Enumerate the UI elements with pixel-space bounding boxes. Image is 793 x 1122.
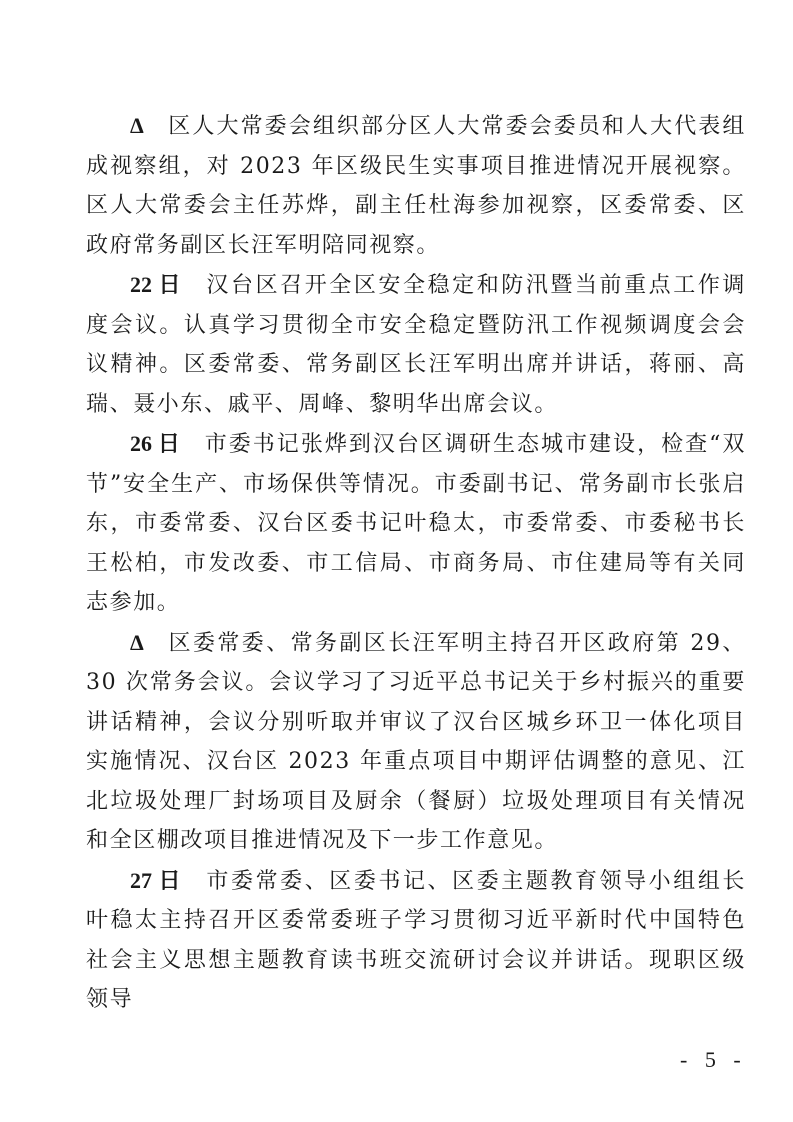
document-body [86,106,746,1020]
paragraph-4 [86,623,746,861]
paragraph-3 [86,424,746,623]
page-number: - 5 - [680,1047,747,1072]
paragraph-1-text: 区人大常委会组织部分区人大常委会委员和人大代表组成视察组，对 2023 年区级民生实事项目推进情况开展视察。区人大常委会主任苏烨，副主任杜海参加视察，区委常委、区政府常务副区长汪军明陪同视察。 [86,114,746,258]
paragraph-4-text: 区委常委、常务副区长汪军明主持召开区政府第 29、30 次常务会议。会议学习了习近平总书记关于乡村振兴的重要讲话精神，会议分别听取并审议了汉台区城乡环卫一体化项目实施情况、汉台区 2023 年重点项目中期评估调整的意见、江北垃圾处理厂封场项目及厨余（餐厨）垃圾处理项目有关情况和全区棚改项目推进情况及下一步工作意见。 [86,630,746,853]
paragraph-3-text: 市委书记张烨到汉台区调研生态城市建设，检查“双节”安全生产、市场保供等情况。市委副书记、常务副市长张启东，市委常委、汉台区委书记叶稳太，市委常委、市委秘书长王松柏，市发改委、市工信局、市商务局、市住建局等有关同志参加。 [86,432,746,615]
paragraph-2 [86,265,746,424]
paragraph-4-lead: Δ [130,629,144,655]
paragraph-5-lead: 27 日 [130,867,182,893]
paragraph-2-text: 汉台区召开全区安全稳定和防汛暨当前重点工作调度会议。认真学习贯彻全市安全稳定暨防汛工作视频调度会会议精神。区委常委、常务副区长汪军明出席并讲话，蒋丽、高瑞、聂小东、戚平、周峰、黎明华出席会议。 [86,273,746,417]
paragraph-5-text: 市委常委、区委书记、区委主题教育领导小组组长叶稳太主持召开区委常委班子学习贯彻习近平新时代中国特色社会主义思想主题教育读书班交流研讨会议并讲话。现职区级领导 [86,868,746,1012]
paragraph-1 [86,106,746,265]
paragraph-5 [86,861,746,1020]
paragraph-1-lead: Δ [130,113,144,138]
paragraph-2-lead: 22 日 [130,272,182,297]
paragraph-3-lead: 26 日 [130,431,181,456]
